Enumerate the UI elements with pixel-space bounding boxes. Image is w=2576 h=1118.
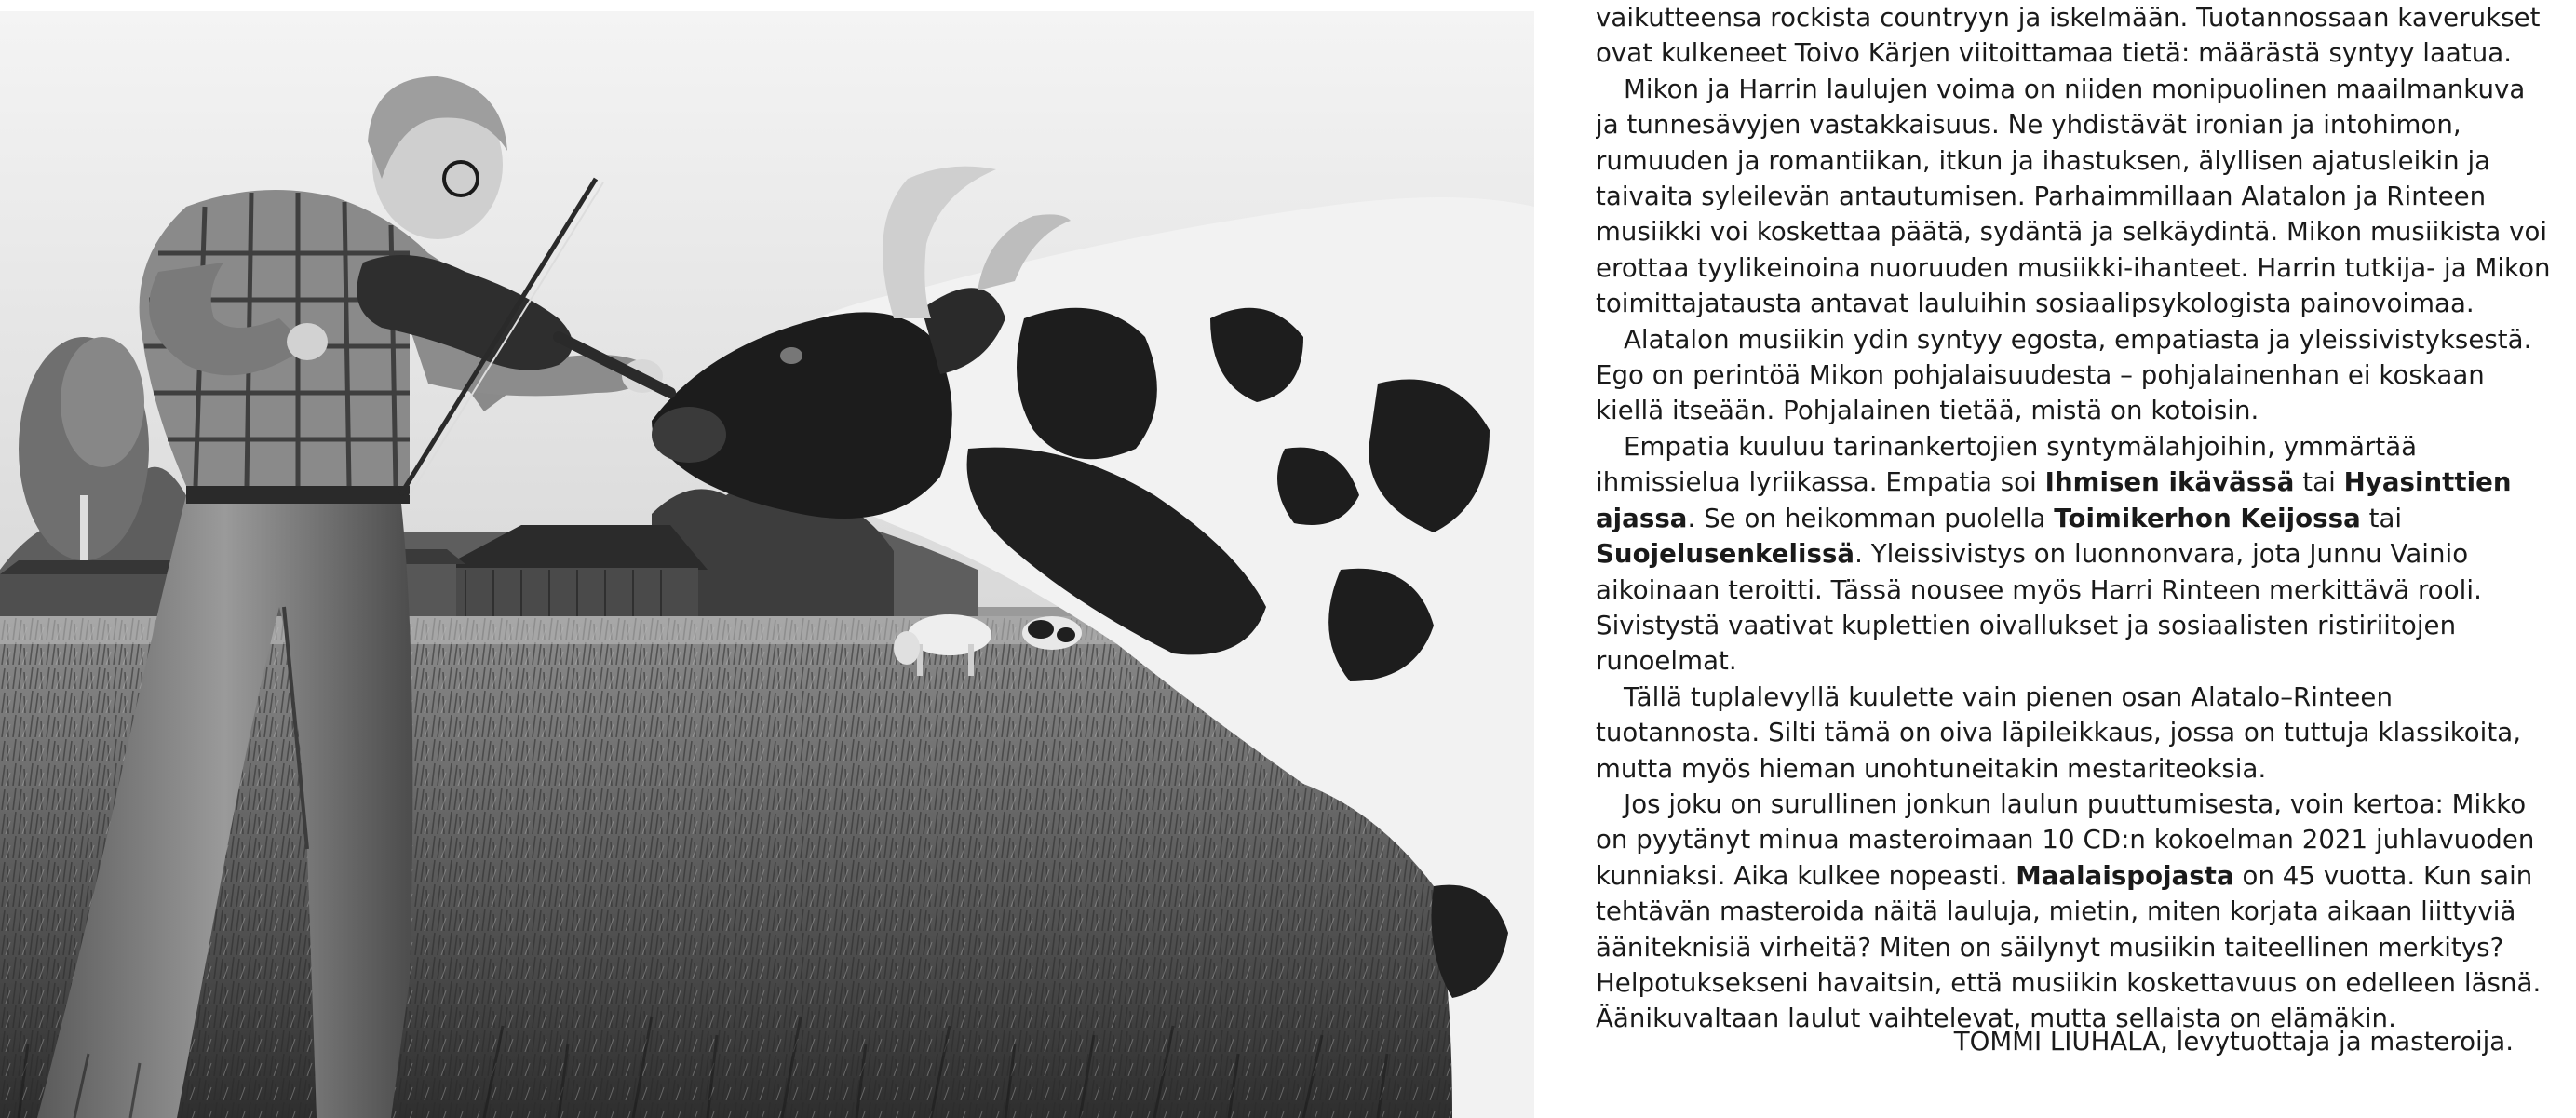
- song-title-suojelusenkelissa: Suojelusenkelissä: [1596, 538, 1855, 570]
- p4-text-3: . Se on heikomman puolella: [1687, 502, 2055, 533]
- paragraph-3: Alatalon musiikin ydin syntyy egosta, empatiasta ja yleissivistyksestä. Ego on perintöä Mikon pohjalaisuudesta – pohjalainenhan ei koskaan kiellä itseään. Pohjalainen tietää, mistä on kotoisin.: [1596, 323, 2532, 426]
- liner-notes-text: [1596, 0, 2555, 1037]
- p6-text-1: Jos joku on surullinen jonkun laulun puuttumisesta, voin kertoa: Mikko on pyytänyt minua masteroimaan 10 CD:n kokoelman 2021 juhlavuoden kunniaksi. Aika kulkee nopeasti.: [1596, 788, 2535, 891]
- p6-text-2: on 45 vuotta. Kun sain tehtävän masteroida näitä lauluja, mietin, miten korjata aikaan liittyviä ääniteknisiä virheitä? Miten on säilynyt musiikin taiteellinen merkitys? Helpotuksekseni havaitsin, että musiikin koskettavuus on edelleen läsnä. Äänikuvaltaan laulut vaihtelevat, mutta sellaista on elämäkin.: [1596, 859, 2542, 1034]
- paragraph-5: Tällä tuplalevyllä kuulette vain pienen osan Alatalo–Rinteen tuotannosta. Silti tämä on oiva läpileikkaus, jossa on tuttuja klassikoita, mutta myös hieman unohtuneitakin mestariteoksia.: [1596, 680, 2522, 784]
- p4-text-2: tai: [2294, 466, 2344, 498]
- paragraph-4: [1596, 429, 2555, 680]
- photo-violinist-with-cow: [0, 11, 1534, 1118]
- song-title-ihmisen-ikavassa: Ihmisen ikävässä: [2044, 466, 2295, 498]
- p4-text-5: . Yleissivistys on luonnonvara, jota Junnu Vainio aikoinaan teroitti. Tässä nousee myös Harri Rinteen merkittävä rooli. Sivistystä vaativat kuplettien oivallukset ja sosiaalisten ristiriitojen runoelmat.: [1596, 538, 2482, 677]
- song-title-hyasinttien-ajassa: Hyasinttien ajassa: [1596, 466, 2512, 533]
- paragraph-6: [1596, 787, 2555, 1037]
- song-title-toimikerhon-keijossa: Toimikerhon Keijossa: [2054, 502, 2361, 533]
- song-title-maalaispojasta: Maalaispojasta: [2016, 859, 2234, 891]
- p4-text-4: tai: [2360, 502, 2403, 533]
- text-column: [1596, 0, 2555, 1118]
- author-signature: TOMMI LIUHALA, levytuottaja ja masteroija.: [1953, 1026, 2514, 1057]
- p4-text-1: Empatia kuuluu tarinankertojien syntymälahjoihin, ymmärtää ihmissielua lyriikassa. Empatia soi: [1596, 430, 2418, 498]
- paragraph-1: vaikutteensa rockista countryyn ja iskelmään. Tuotannossaan kaverukset ovat kulkeneet Toivo Kärjen viitoittamaa tietä: määrästä syntyy laatua.: [1596, 2, 2541, 69]
- paragraph-2: Mikon ja Harrin laulujen voima on niiden monipuolinen maailmankuva ja tunnesävyjen vastakkaisuus. Ne yhdistävät ironian ja intohimon, rumuuden ja romantiikan, itkun ja ihastuksen, älyllisen ajatusleikin ja taivaita syleilevän antautumisen. Parhaimmillaan Alatalon ja Rinteen musiikki voi koskettaa päätä, sydäntä ja selkäydintä. Mikon musiikista voi erottaa tyylikeinoina nuoruuden musiikki-ihanteet. Harrin tutkija- ja Mikon toimittajatausta antavat lauluihin sosiaalipsykologista painovoimaa.: [1596, 73, 2551, 319]
